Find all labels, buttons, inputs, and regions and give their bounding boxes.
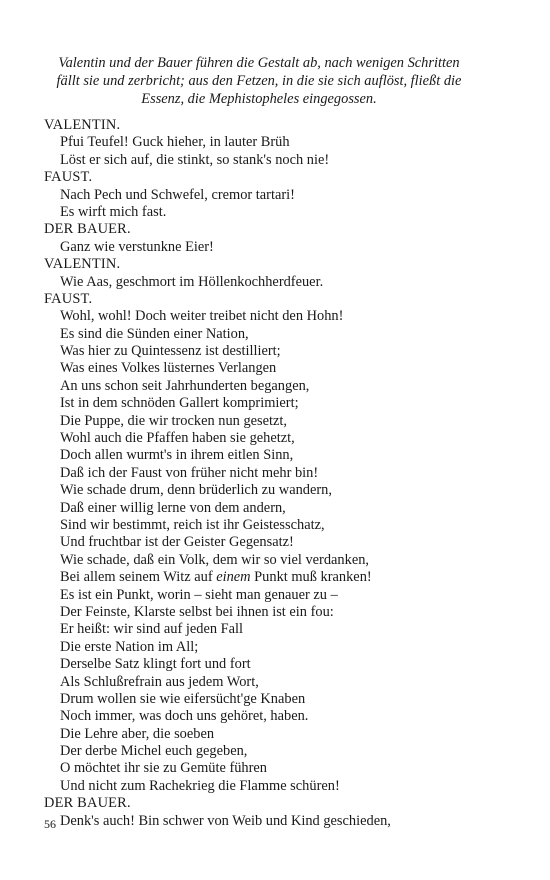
verse-line: An uns schon seit Jahrhunderten begangen,: [60, 377, 310, 394]
verse-line: Drum wollen sie wie eifersücht'ge Knaben: [60, 690, 306, 707]
verse-line: Was hier zu Quintessenz ist destilliert;: [60, 343, 281, 360]
verse-line: Es ist ein Punkt, worin – sieht man genauer zu –: [60, 586, 338, 603]
verse-line: Noch immer, was doch uns gehöret, haben.: [60, 708, 309, 725]
speaker-name: VALENTIN.: [44, 117, 121, 133]
verse-line: Es sind die Sünden einer Nation,: [60, 325, 249, 342]
stage-direction: [44, 54, 474, 108]
verse-line: Wohl, wohl! Doch weiter treibet nicht den Hohn!: [60, 308, 344, 325]
verse-line: Daß einer willig lerne von dem andern,: [60, 499, 286, 516]
verse-line: Die Lehre aber, die soeben: [60, 725, 215, 742]
verse-line: Daß ich der Faust von früher nicht mehr bin!: [60, 464, 319, 481]
verse-line: Es wirft mich fast.: [60, 203, 167, 220]
speaker-name: DER BAUER.: [44, 221, 131, 238]
verse-line: Löst er sich auf, die stinkt, so stank's noch nie!: [60, 151, 330, 168]
verse-line: Die erste Nation im All;: [60, 638, 199, 655]
verse-line: Er heißt: wir sind auf jeden Fall: [60, 621, 244, 638]
speaker-name: FAUST.: [44, 290, 93, 307]
verse-line: Als Schlußrefrain aus jedem Wort,: [60, 673, 259, 690]
verse-line: Derselbe Satz klingt fort und fort: [60, 656, 251, 673]
verse-line: Pfui Teufel! Guck hieher, in lauter Brüh: [60, 134, 290, 151]
verse-line: Wie Aas, geschmort im Höllenkochherdfeuer.: [60, 273, 324, 290]
verse-line: O möchtet ihr sie zu Gemüte führen: [60, 760, 267, 777]
verse-line: Die Puppe, die wir trocken nun gesetzt,: [60, 412, 287, 429]
page-number: 56: [44, 817, 56, 831]
verse-line: Was eines Volkes lüsternes Verlangen: [60, 360, 277, 377]
verse-line: [44, 569, 514, 586]
speaker-name: VALENTIN.: [44, 256, 121, 273]
verse-line: Denk's auch! Bin schwer von Weib und Kind geschieden,: [60, 812, 391, 829]
verse-line: Der derbe Michel euch gegeben,: [60, 743, 248, 760]
verse-line: Wie schade, daß ein Volk, dem wir so viel verdanken,: [60, 551, 370, 568]
speaker-name: FAUST.: [44, 169, 93, 186]
verse-line: Wie schade drum, denn brüderlich zu wandern,: [60, 482, 332, 499]
stage-direction-line: Valentin und der Bauer führen die Gestalt ab, nach wenigen Schritten: [58, 55, 460, 71]
verse-text: Bei allem seinem Witz auf: [60, 569, 217, 586]
verse-line: Und nicht zum Rachekrieg die Flamme schüren!: [60, 777, 340, 794]
verse-line: Doch allen wurmt's in ihrem eitlen Sinn,: [60, 447, 294, 464]
verse-line: Ist in dem schnöden Gallert komprimiert;: [60, 395, 299, 412]
verse-line: Ganz wie verstunkne Eier!: [60, 238, 214, 255]
verse-line: Wohl auch die Pfaffen haben sie gehetzt,: [60, 430, 295, 447]
verse-line: Sind wir bestimmt, reich ist ihr Geistesschatz,: [60, 516, 325, 533]
stage-direction-line: Essenz, die Mephistopheles eingegossen.: [141, 91, 377, 107]
emphasis: einem: [216, 569, 251, 586]
stage-direction-line: fällt sie und zerbricht; aus den Fetzen, in die sie sich auflöst, fließt die: [56, 73, 462, 89]
verse-line: Nach Pech und Schwefel, cremor tartari!: [60, 186, 295, 203]
play-text: [44, 117, 514, 830]
verse-line: Und fruchtbar ist der Geister Gegensatz!: [60, 534, 294, 551]
verse-text: Punkt muß kranken!: [250, 569, 372, 586]
speaker-name: DER BAUER.: [44, 795, 131, 812]
verse-line: Der Feinste, Klarste selbst bei ihnen ist ein fou:: [60, 603, 334, 620]
